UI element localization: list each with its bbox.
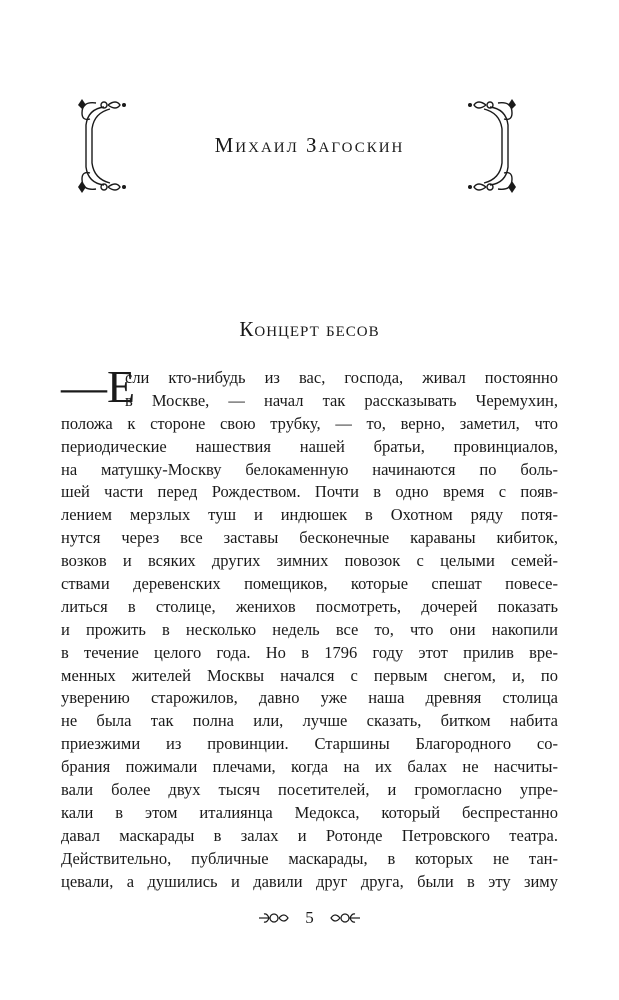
text-line: давал маскарады в залах и Ротонде Петровского театра. — [61, 825, 558, 845]
text-line: и прожить в несколько недель все то, что они накопили — [61, 619, 558, 639]
text-line: возков и всяких других зимних повозок с целыми семей- — [61, 551, 558, 571]
text-line: литься в столице, женихов посмотреть, дочерей показать — [61, 596, 558, 616]
text-line: шей части перед Рождеством. Почти в одно время с появ- — [61, 482, 558, 502]
text-line: цевали, а душились и давили друг друга, были в эту зиму — [61, 871, 558, 891]
chapter-title: Концерт бесов — [239, 317, 380, 341]
text-line: лением мерзлых туш и индюшек в Охотном ряду потя- — [61, 505, 558, 525]
text-line: приезжими из провинции. Старшины Благородного со- — [61, 734, 558, 754]
author-name: Михаил Загоскин — [214, 133, 405, 157]
text-line: менных жителей Москвы начался с первым снегом, и, по — [61, 665, 558, 685]
text-line: ствами деревенских помещиков, которые спешат повесе- — [61, 574, 558, 594]
page-footer — [0, 907, 619, 928]
text-line: кали в этом италиянца Медокса, который беспрестанно — [61, 802, 558, 822]
text-line: периодические нашествия нашей братьи, провинциалов, — [61, 436, 558, 456]
text-line: нутся через все заставы бесконечные караваны кибиток, — [61, 528, 558, 548]
flourish-right-icon — [328, 910, 362, 926]
body-text — [61, 361, 558, 893]
text-line: на матушку-Москву белокаменную начинаются по боль- — [61, 459, 558, 479]
text-line: в течение целого года. Но в 1796 году этот прилив вре- — [61, 642, 558, 662]
text-line: не была так полна или, лучше сказать, битком набита — [61, 711, 558, 731]
text-line: положа к стороне свою трубку, — то, верно, заметил, что — [61, 413, 558, 433]
page-number: 5 — [305, 908, 314, 928]
text-line: брания пожимали плечами, когда на их балах не насчиты- — [61, 757, 558, 777]
text-line: в Москве, — начал так рассказывать Черемухин, — [125, 390, 558, 410]
drop-cap: —Е — [61, 361, 136, 412]
flourish-left-icon — [257, 910, 291, 926]
text-line: Действительно, публичные маскарады, в которых не тан- — [61, 848, 558, 868]
text-line: вали более двух тысяч посетителей, и громогласно упре- — [61, 780, 558, 800]
text-line: —Е сли кто-нибудь из вас, господа, живал постоянно — [61, 361, 558, 412]
text-line: уверению старожилов, давно уже наша древняя столица — [61, 688, 558, 708]
